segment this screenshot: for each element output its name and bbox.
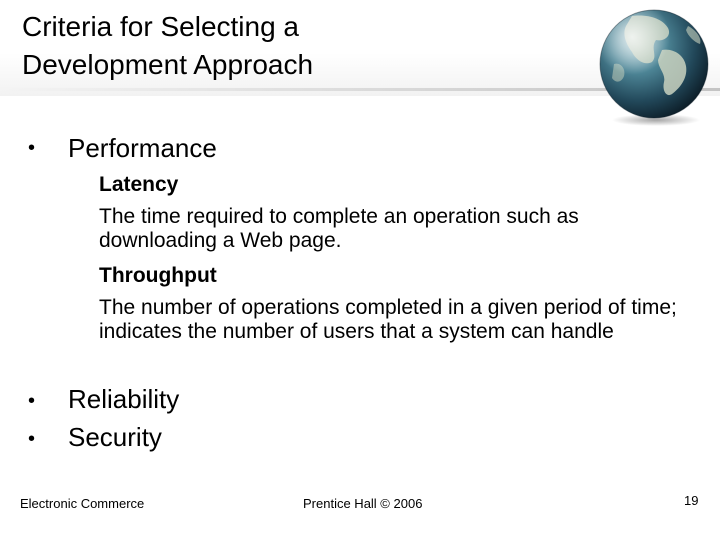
bullet-marker: • (28, 137, 36, 159)
earth-globe-icon (592, 4, 716, 128)
footer-center: Prentice Hall © 2006 (303, 496, 423, 511)
sub-term-latency: Latency (99, 173, 179, 196)
bullet-performance: Performance (68, 133, 217, 163)
sub-term-throughput: Throughput (99, 264, 217, 287)
bullet-marker: • (28, 428, 36, 450)
sub-definition-throughput: The number of operations completed in a given period of time; indicates the number of users that a system can handle (99, 296, 677, 343)
bullet-reliability: Reliability (68, 384, 180, 414)
bullet-security: Security (68, 422, 162, 452)
footer-left: Electronic Commerce (20, 496, 145, 511)
page-number: 19 (684, 493, 699, 508)
bullet-marker: • (28, 390, 36, 412)
slide-title: Criteria for Selecting a Development Approach (22, 11, 314, 80)
sub-definition-latency: The time required to complete an operation such as downloading a Web page. (99, 205, 579, 252)
